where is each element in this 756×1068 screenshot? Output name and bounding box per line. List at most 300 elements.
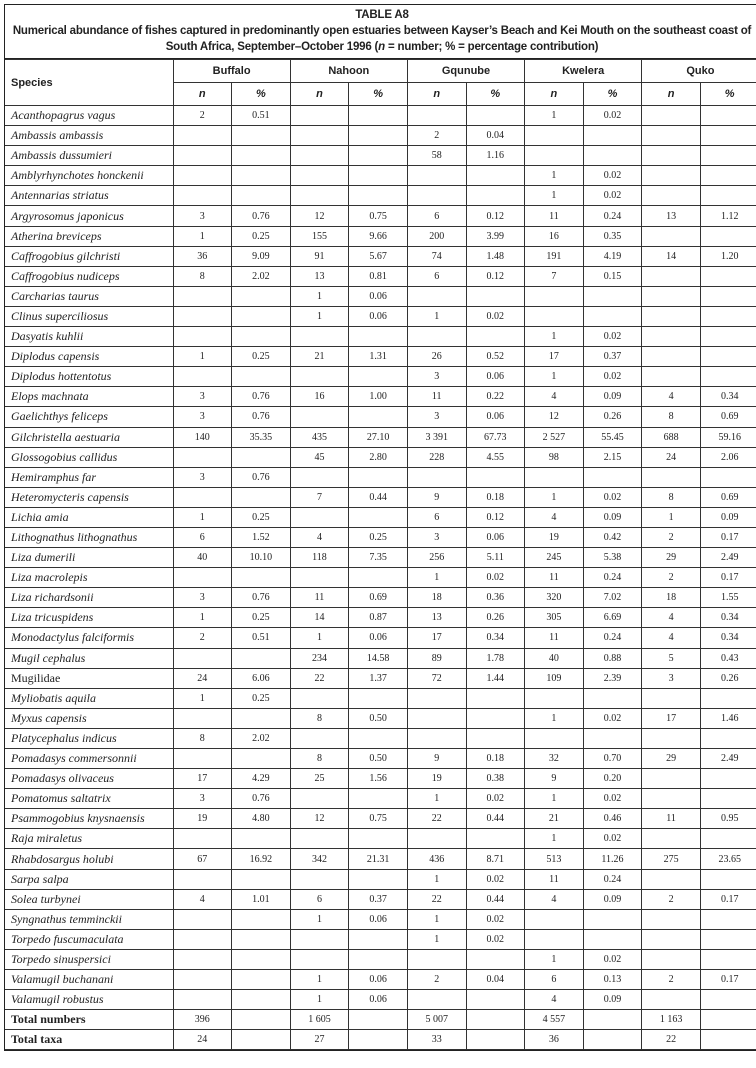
percent-cell: 1.55 <box>700 588 756 608</box>
percent-cell: 3.99 <box>466 226 525 246</box>
percent-cell <box>700 106 756 126</box>
count-cell: 342 <box>290 849 349 869</box>
count-cell: 14 <box>290 608 349 628</box>
percent-cell: 6.69 <box>583 608 642 628</box>
count-cell <box>173 949 232 969</box>
table-row <box>5 106 756 126</box>
table-row <box>5 849 756 869</box>
species-name: Sarpa salpa <box>5 869 173 889</box>
percent-cell: 0.34 <box>700 628 756 648</box>
species-name: Mugil cephalus <box>5 648 173 668</box>
count-cell <box>642 688 701 708</box>
percent-cell: 0.36 <box>466 588 525 608</box>
count-cell: 118 <box>290 548 349 568</box>
count-cell <box>407 708 466 728</box>
percent-cell: 0.24 <box>583 206 642 226</box>
percent-cell <box>349 507 408 527</box>
count-cell: 2 <box>407 126 466 146</box>
percent-cell: 4.55 <box>466 447 525 467</box>
count-cell: 9 <box>525 769 584 789</box>
count-cell <box>290 869 349 889</box>
percent-cell: 1.01 <box>232 889 291 909</box>
count-cell: 22 <box>407 809 466 829</box>
count-cell: 1 <box>525 186 584 206</box>
count-cell: 40 <box>173 548 232 568</box>
percent-cell <box>700 869 756 889</box>
count-cell: 435 <box>290 427 349 447</box>
count-cell <box>173 126 232 146</box>
percent-cell: 0.75 <box>349 206 408 226</box>
percent-cell: 0.26 <box>466 608 525 628</box>
number-column-header: n <box>290 83 349 106</box>
species-name: Heteromycteris capensis <box>5 487 173 507</box>
percent-cell: 5.11 <box>466 548 525 568</box>
percent-cell: 0.46 <box>583 809 642 829</box>
percent-cell: 0.25 <box>232 507 291 527</box>
percent-cell: 0.51 <box>232 106 291 126</box>
percent-cell: 0.09 <box>583 507 642 527</box>
count-cell: 256 <box>407 548 466 568</box>
percent-cell: 0.06 <box>466 367 525 387</box>
percent-cell: 0.02 <box>466 909 525 929</box>
count-cell <box>642 186 701 206</box>
count-cell: 155 <box>290 226 349 246</box>
count-cell: 3 <box>173 789 232 809</box>
percent-cell <box>232 166 291 186</box>
count-cell <box>173 869 232 889</box>
count-cell <box>173 327 232 347</box>
count-cell <box>407 728 466 748</box>
count-cell: 21 <box>525 809 584 829</box>
count-cell: 17 <box>642 708 701 728</box>
species-name: Caffrogobius gilchristi <box>5 246 173 266</box>
count-cell: 3 <box>642 668 701 688</box>
table-row <box>5 809 756 829</box>
count-cell: 11 <box>525 628 584 648</box>
count-cell: 1 <box>525 367 584 387</box>
count-cell <box>173 829 232 849</box>
count-cell: 4 <box>173 889 232 909</box>
percent-cell: 0.12 <box>466 206 525 226</box>
species-name: Torpedo fuscumaculata <box>5 929 173 949</box>
percent-cell: 14.58 <box>349 648 408 668</box>
percent-cell: 21.31 <box>349 849 408 869</box>
species-name: Lichia amia <box>5 507 173 527</box>
percent-cell: 35.35 <box>232 427 291 447</box>
percent-cell <box>700 789 756 809</box>
count-cell <box>407 688 466 708</box>
count-cell: 4 <box>525 507 584 527</box>
percent-cell <box>232 869 291 889</box>
percent-cell: 0.02 <box>583 327 642 347</box>
count-cell: 1 <box>173 688 232 708</box>
percent-cell: 0.25 <box>232 226 291 246</box>
site-header-kwelera: Kwelera <box>525 60 642 83</box>
total-label: Total numbers <box>5 1010 173 1030</box>
percent-cell: 0.75 <box>349 809 408 829</box>
percent-column-header: % <box>700 83 756 106</box>
count-cell <box>642 286 701 306</box>
percent-cell: 0.76 <box>232 467 291 487</box>
count-cell: 396 <box>173 1010 232 1030</box>
count-cell <box>642 949 701 969</box>
table-label: TABLE A8 <box>355 9 409 21</box>
table-row <box>5 608 756 628</box>
count-cell: 16 <box>290 387 349 407</box>
percent-cell: 0.12 <box>466 266 525 286</box>
count-cell <box>290 146 349 166</box>
percent-cell: 0.02 <box>583 829 642 849</box>
percent-cell <box>583 929 642 949</box>
percent-cell: 0.09 <box>583 387 642 407</box>
percent-cell: 11.26 <box>583 849 642 869</box>
count-cell <box>407 467 466 487</box>
count-cell: 8 <box>290 749 349 769</box>
count-cell <box>290 688 349 708</box>
count-cell: 1 <box>290 909 349 929</box>
count-cell: 45 <box>290 447 349 467</box>
count-cell: 24 <box>642 447 701 467</box>
species-name: Antennarias striatus <box>5 186 173 206</box>
percent-cell <box>232 929 291 949</box>
percent-cell: 0.20 <box>583 769 642 789</box>
count-cell: 98 <box>525 447 584 467</box>
percent-cell: 7.35 <box>349 548 408 568</box>
percent-cell: 6.06 <box>232 668 291 688</box>
count-cell: 6 <box>407 266 466 286</box>
percent-cell <box>232 749 291 769</box>
count-cell: 19 <box>525 527 584 547</box>
count-cell: 11 <box>525 206 584 226</box>
species-name: Liza dumerili <box>5 548 173 568</box>
percent-cell: 0.43 <box>700 648 756 668</box>
count-cell: 688 <box>642 427 701 447</box>
count-cell <box>407 829 466 849</box>
count-cell: 1 <box>525 327 584 347</box>
species-name: Myliobatis aquila <box>5 688 173 708</box>
species-name: Raja miraletus <box>5 829 173 849</box>
count-cell: 5 007 <box>407 1010 466 1030</box>
table-row <box>5 206 756 226</box>
percent-cell <box>232 1010 291 1030</box>
percent-cell <box>583 306 642 326</box>
count-cell: 6 <box>407 507 466 527</box>
table-row <box>5 970 756 990</box>
table-row <box>5 728 756 748</box>
percent-cell <box>232 909 291 929</box>
percent-cell <box>466 186 525 206</box>
species-name: Pomatomus saltatrix <box>5 789 173 809</box>
count-cell <box>642 226 701 246</box>
percent-cell <box>583 126 642 146</box>
count-cell: 74 <box>407 246 466 266</box>
species-name: Mugilidae <box>5 668 173 688</box>
percent-cell <box>466 708 525 728</box>
count-cell <box>290 789 349 809</box>
count-cell: 1 <box>290 628 349 648</box>
caption-text-end: = number; % = percentage contribution) <box>385 41 599 53</box>
percent-cell: 9.66 <box>349 226 408 246</box>
number-column-header: n <box>173 83 232 106</box>
percent-cell: 5.38 <box>583 548 642 568</box>
percent-cell <box>700 347 756 367</box>
count-cell: 1 <box>173 608 232 628</box>
count-cell: 245 <box>525 548 584 568</box>
percent-cell <box>232 949 291 969</box>
count-cell: 13 <box>407 608 466 628</box>
species-name: Elops machnata <box>5 387 173 407</box>
species-name: Gilchristella aestuaria <box>5 427 173 447</box>
percent-cell: 1.37 <box>349 668 408 688</box>
species-name: Psammogobius knysnaensis <box>5 809 173 829</box>
count-cell: 19 <box>407 769 466 789</box>
count-cell: 29 <box>642 548 701 568</box>
count-cell <box>173 909 232 929</box>
percent-cell: 1.00 <box>349 387 408 407</box>
table-row <box>5 829 756 849</box>
percent-cell <box>232 829 291 849</box>
count-cell: 436 <box>407 849 466 869</box>
percent-cell <box>232 186 291 206</box>
percent-cell: 7.02 <box>583 588 642 608</box>
species-name: Monodactylus falciformis <box>5 628 173 648</box>
count-cell <box>173 990 232 1010</box>
caption-text: Numerical abundance of fishes captured in predominantly open estuaries between Kayser’s Beach and Kei Mouth on the southeast coast of South Africa, September–October 1996 ( <box>12 25 752 53</box>
percent-cell <box>583 286 642 306</box>
percent-cell <box>466 728 525 748</box>
count-cell: 17 <box>173 769 232 789</box>
percent-cell <box>232 568 291 588</box>
percent-cell <box>232 367 291 387</box>
table-title <box>5 5 756 59</box>
percent-cell: 0.38 <box>466 769 525 789</box>
species-name: Diplodus hottentotus <box>5 367 173 387</box>
percent-cell <box>700 990 756 1010</box>
count-cell <box>173 286 232 306</box>
table-row <box>5 487 756 507</box>
count-cell <box>525 909 584 929</box>
count-cell <box>407 286 466 306</box>
count-cell <box>642 347 701 367</box>
count-cell: 7 <box>525 266 584 286</box>
count-cell: 24 <box>173 668 232 688</box>
count-cell <box>290 367 349 387</box>
percent-cell <box>700 929 756 949</box>
table-row <box>5 668 756 688</box>
count-cell: 67 <box>173 849 232 869</box>
count-cell: 4 <box>642 387 701 407</box>
count-cell <box>407 166 466 186</box>
percent-cell: 0.02 <box>466 306 525 326</box>
percent-cell: 0.09 <box>583 990 642 1010</box>
percent-cell: 0.06 <box>349 628 408 648</box>
percent-cell: 0.70 <box>583 749 642 769</box>
count-cell: 3 <box>407 407 466 427</box>
percent-cell <box>349 327 408 347</box>
count-cell <box>642 769 701 789</box>
site-header-nahoon: Nahoon <box>290 60 407 83</box>
count-cell: 2 <box>173 628 232 648</box>
count-cell: 234 <box>290 648 349 668</box>
percent-cell <box>700 166 756 186</box>
species-name: Lithognathus lithognathus <box>5 527 173 547</box>
table-row <box>5 347 756 367</box>
percent-cell: 0.95 <box>700 809 756 829</box>
count-cell: 1 <box>642 507 701 527</box>
count-cell: 5 <box>642 648 701 668</box>
count-cell <box>290 126 349 146</box>
percent-cell <box>583 467 642 487</box>
percent-cell <box>232 487 291 507</box>
table-row <box>5 628 756 648</box>
percent-cell <box>700 1010 756 1030</box>
percent-cell: 9.09 <box>232 246 291 266</box>
count-cell <box>290 467 349 487</box>
percent-cell: 4.29 <box>232 769 291 789</box>
count-cell: 3 <box>173 387 232 407</box>
number-column-header: n <box>407 83 466 106</box>
percent-cell <box>700 226 756 246</box>
percent-cell <box>466 106 525 126</box>
percent-cell: 0.52 <box>466 347 525 367</box>
percent-cell: 0.24 <box>583 869 642 889</box>
count-cell: 2 527 <box>525 427 584 447</box>
species-name: Pomadasys olivaceus <box>5 769 173 789</box>
percent-cell <box>232 708 291 728</box>
percent-cell: 0.34 <box>700 387 756 407</box>
percent-cell: 0.44 <box>466 809 525 829</box>
count-cell <box>525 467 584 487</box>
table-row <box>5 548 756 568</box>
percent-cell: 0.17 <box>700 527 756 547</box>
count-cell: 18 <box>407 588 466 608</box>
species-name: Myxus capensis <box>5 708 173 728</box>
percent-cell: 0.17 <box>700 889 756 909</box>
count-cell: 1 <box>525 106 584 126</box>
count-cell: 11 <box>525 568 584 588</box>
percent-cell <box>232 306 291 326</box>
count-cell: 11 <box>290 588 349 608</box>
percent-cell: 0.02 <box>583 708 642 728</box>
percent-cell: 0.50 <box>349 708 408 728</box>
table-row <box>5 789 756 809</box>
percent-cell <box>466 688 525 708</box>
species-name: Valamugil robustus <box>5 990 173 1010</box>
count-cell: 27 <box>290 1030 349 1050</box>
total-row <box>5 1030 756 1050</box>
species-name: Torpedo sinuspersici <box>5 949 173 969</box>
percent-cell <box>232 990 291 1010</box>
count-cell <box>290 407 349 427</box>
percent-cell: 16.92 <box>232 849 291 869</box>
table-row <box>5 186 756 206</box>
count-cell: 1 <box>525 789 584 809</box>
count-cell <box>525 929 584 949</box>
count-cell: 2 <box>642 970 701 990</box>
percent-cell <box>583 146 642 166</box>
count-cell: 1 <box>173 507 232 527</box>
count-cell: 6 <box>525 970 584 990</box>
count-cell <box>173 487 232 507</box>
count-cell: 6 <box>290 889 349 909</box>
count-cell <box>525 146 584 166</box>
table-row <box>5 688 756 708</box>
table-row <box>5 648 756 668</box>
count-cell: 17 <box>407 628 466 648</box>
percent-cell: 0.34 <box>466 628 525 648</box>
table-row <box>5 909 756 929</box>
percent-column-header: % <box>583 83 642 106</box>
percent-cell: 0.09 <box>700 507 756 527</box>
percent-cell: 0.06 <box>466 407 525 427</box>
count-cell <box>290 186 349 206</box>
table-row <box>5 749 756 769</box>
count-cell: 1 <box>173 347 232 367</box>
table-row <box>5 306 756 326</box>
percent-cell <box>349 146 408 166</box>
count-cell: 6 <box>407 206 466 226</box>
percent-cell: 0.42 <box>583 527 642 547</box>
count-cell: 9 <box>407 487 466 507</box>
percent-cell: 2.49 <box>700 749 756 769</box>
percent-cell <box>349 869 408 889</box>
count-cell <box>290 166 349 186</box>
percent-cell: 0.02 <box>466 929 525 949</box>
count-cell: 320 <box>525 588 584 608</box>
species-name: Solea turbynei <box>5 889 173 909</box>
count-cell: 16 <box>525 226 584 246</box>
count-cell: 3 <box>173 467 232 487</box>
species-name: Caffrogobius nudiceps <box>5 266 173 286</box>
percent-cell: 0.18 <box>466 487 525 507</box>
percent-cell: 0.69 <box>700 407 756 427</box>
count-cell: 3 391 <box>407 427 466 447</box>
percent-cell <box>700 286 756 306</box>
species-name: Acanthopagrus vagus <box>5 106 173 126</box>
number-column-header: n <box>642 83 701 106</box>
percent-cell: 59.16 <box>700 427 756 447</box>
count-cell: 13 <box>642 206 701 226</box>
percent-cell: 2.15 <box>583 447 642 467</box>
percent-cell: 0.81 <box>349 266 408 286</box>
count-cell: 109 <box>525 668 584 688</box>
species-name: Syngnathus temminckii <box>5 909 173 929</box>
count-cell: 36 <box>525 1030 584 1050</box>
percent-column-header: % <box>466 83 525 106</box>
count-cell: 1 <box>525 949 584 969</box>
percent-cell <box>232 447 291 467</box>
count-cell <box>173 306 232 326</box>
percent-cell: 1.12 <box>700 206 756 226</box>
count-cell: 1 <box>407 909 466 929</box>
percent-cell <box>700 1030 756 1050</box>
count-cell: 2 <box>642 889 701 909</box>
percent-cell: 0.02 <box>583 186 642 206</box>
table-row <box>5 367 756 387</box>
percent-cell: 1.31 <box>349 347 408 367</box>
count-cell: 25 <box>290 769 349 789</box>
count-cell: 1 <box>407 789 466 809</box>
percent-cell <box>349 106 408 126</box>
site-header-gqunube: Gqunube <box>407 60 524 83</box>
percent-cell <box>232 648 291 668</box>
percent-cell: 0.22 <box>466 387 525 407</box>
count-cell: 7 <box>290 487 349 507</box>
percent-cell: 1.52 <box>232 527 291 547</box>
percent-cell: 0.06 <box>349 909 408 929</box>
percent-cell <box>700 467 756 487</box>
percent-cell <box>700 266 756 286</box>
